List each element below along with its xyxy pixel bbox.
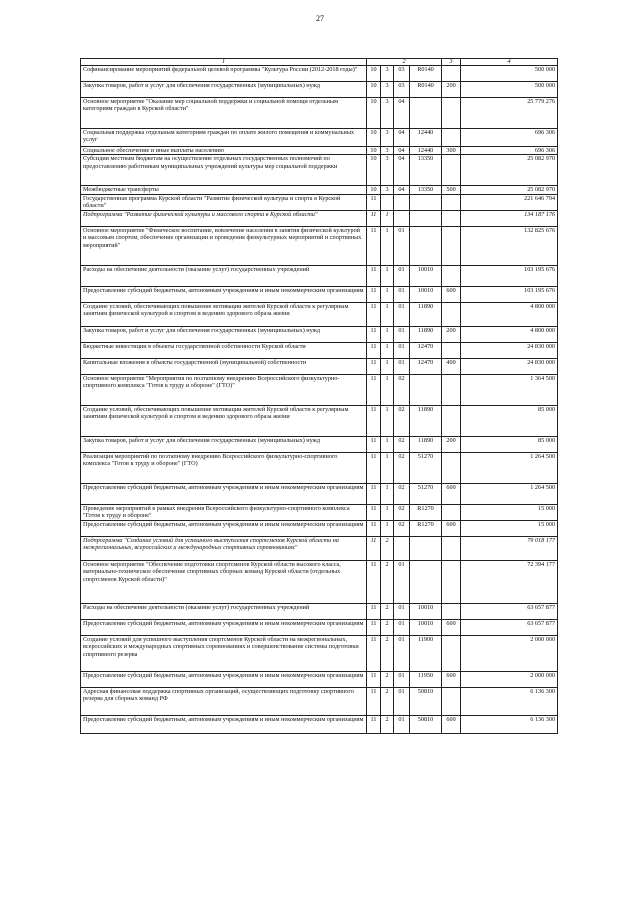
row-code-2: 2	[381, 619, 394, 635]
row-code-3: 02	[394, 405, 410, 436]
table-row	[81, 619, 558, 635]
row-name: Государственная программа Курской области "Развитие физической культуры и спорта в Курской области"	[81, 194, 367, 210]
row-amount: 85 000	[461, 436, 558, 452]
row-expense-type: 600	[442, 619, 461, 635]
row-amount: 1 264 500	[461, 452, 558, 483]
row-code-1: 11	[367, 687, 381, 715]
table-row	[81, 483, 558, 504]
row-code-3: 01	[394, 619, 410, 635]
row-code-4: 10010	[410, 619, 442, 635]
row-code-2: 3	[381, 155, 394, 186]
row-expense-type: 300	[442, 147, 461, 155]
row-name: Расходы на обеспечение деятельности (оказание услуг) государственных учреждений	[81, 603, 367, 619]
row-code-2: 1	[381, 452, 394, 483]
row-code-2: 2	[381, 715, 394, 733]
row-name: Расходы на обеспечение деятельности (оказание услуг) государственных учреждений	[81, 265, 367, 286]
header-col-codes: 2	[367, 59, 442, 66]
row-code-1: 11	[367, 619, 381, 635]
table-row	[81, 210, 558, 226]
row-amount: 25 082 970	[461, 155, 558, 186]
row-name: Субсидии местным бюджетам на осуществление отдельных государственных полномочий по предоставлению работникам муниципальных учреждений культуры мер социальной поддержки	[81, 155, 367, 186]
row-name: Подпрограмма "Развитие физической культуры и массового спорта в Курской области"	[81, 210, 367, 226]
row-code-4: 11890	[410, 302, 442, 326]
table-row	[81, 342, 558, 358]
row-name: Софинансирование мероприятий федеральной целевой программы "Культура России (2012-2018 годы)"	[81, 66, 367, 82]
row-code-2: 1	[381, 226, 394, 265]
row-code-3	[394, 536, 410, 560]
table-row	[81, 452, 558, 483]
row-code-4	[410, 210, 442, 226]
row-code-2: 3	[381, 66, 394, 82]
row-code-1: 11	[367, 342, 381, 358]
row-name: Закупка товаров, работ и услуг для обеспечения государственных (муниципальных) нужд	[81, 82, 367, 98]
row-name: Социальная поддержка отдельным категориям граждан по оплате жилого помещения и коммунальных услуг	[81, 129, 367, 147]
row-amount: 15 000	[461, 504, 558, 520]
table-row	[81, 286, 558, 302]
row-code-3: 01	[394, 265, 410, 286]
table-row	[81, 374, 558, 405]
row-code-4	[410, 194, 442, 210]
row-code-1: 11	[367, 536, 381, 560]
row-name: Бюджетные инвестиции в объекты государственной собственности Курской области	[81, 342, 367, 358]
row-code-4: 51270	[410, 452, 442, 483]
table-row	[81, 358, 558, 374]
table-row	[81, 671, 558, 687]
row-code-1: 10	[367, 155, 381, 186]
row-name: Закупка товаров, работ и услуг для обеспечения государственных (муниципальных) нужд	[81, 436, 367, 452]
row-code-3: 03	[394, 66, 410, 82]
row-code-2: 2	[381, 603, 394, 619]
row-code-2: 3	[381, 98, 394, 129]
row-code-4: 10010	[410, 603, 442, 619]
row-name: Создание условий, обеспечивающих повышение мотивации жителей Курской области к регулярным занятиям физической культурой и спортом и ведению здорового образа жизни	[81, 405, 367, 436]
row-code-3	[394, 210, 410, 226]
row-code-2: 1	[381, 520, 394, 536]
row-code-2: 1	[381, 358, 394, 374]
row-code-4: 13350	[410, 186, 442, 194]
row-name: Создание условий для успешного выступления спортсменов Курской области на межрегиональных, всероссийских и международных спортивных соревнованиях и совершенствование системы подготовки спортивного резерва	[81, 635, 367, 671]
row-code-3: 01	[394, 326, 410, 342]
row-code-3: 01	[394, 687, 410, 715]
row-code-4	[410, 560, 442, 603]
row-code-4: 13350	[410, 155, 442, 186]
row-code-1: 11	[367, 671, 381, 687]
row-code-4: 50810	[410, 715, 442, 733]
table-row	[81, 560, 558, 603]
row-amount: 24 830 000	[461, 342, 558, 358]
row-code-3: 02	[394, 436, 410, 452]
row-code-4: 12440	[410, 147, 442, 155]
row-code-2: 1	[381, 210, 394, 226]
row-code-2: 1	[381, 504, 394, 520]
table-row	[81, 405, 558, 436]
table-row	[81, 98, 558, 129]
row-code-3: 01	[394, 635, 410, 671]
row-code-1: 11	[367, 483, 381, 504]
row-code-1: 11	[367, 603, 381, 619]
table-row	[81, 82, 558, 98]
row-amount: 6 136 300	[461, 715, 558, 733]
row-code-3: 04	[394, 129, 410, 147]
row-code-3: 04	[394, 147, 410, 155]
row-code-2: 2	[381, 671, 394, 687]
row-code-1: 10	[367, 82, 381, 98]
row-expense-type	[442, 504, 461, 520]
header-col-amount: 4	[461, 59, 558, 66]
row-amount: 25 779 276	[461, 98, 558, 129]
table-row	[81, 715, 558, 733]
table-row	[81, 603, 558, 619]
row-code-2: 3	[381, 129, 394, 147]
row-expense-type: 600	[442, 520, 461, 536]
row-code-1: 11	[367, 405, 381, 436]
row-amount: 85 000	[461, 405, 558, 436]
row-expense-type	[442, 129, 461, 147]
row-expense-type	[442, 374, 461, 405]
row-amount: 103 195 676	[461, 286, 558, 302]
row-amount: 2 000 000	[461, 635, 558, 671]
row-expense-type: 500	[442, 186, 461, 194]
row-name: Основное мероприятие "Оказание мер социальной поддержки и социальной помощи отдельным категориям граждан в Курской области"	[81, 98, 367, 129]
table-row	[81, 129, 558, 147]
row-name: Предоставление субсидий бюджетным, автономным учреждениям и иным некоммерческим организациям	[81, 520, 367, 536]
row-amount: 72 394 177	[461, 560, 558, 603]
row-code-2: 1	[381, 342, 394, 358]
row-code-4	[410, 226, 442, 265]
row-code-3: 01	[394, 358, 410, 374]
row-expense-type	[442, 687, 461, 715]
row-code-1: 11	[367, 326, 381, 342]
row-code-2: 3	[381, 147, 394, 155]
row-expense-type	[442, 66, 461, 82]
row-amount: 24 830 000	[461, 358, 558, 374]
row-code-4: 12470	[410, 358, 442, 374]
row-code-2: 2	[381, 687, 394, 715]
row-code-2: 2	[381, 560, 394, 603]
row-amount: 500 000	[461, 66, 558, 82]
row-code-3: 04	[394, 186, 410, 194]
row-code-3	[394, 194, 410, 210]
row-code-2: 3	[381, 186, 394, 194]
row-name: Предоставление субсидий бюджетным, автономным учреждениям и иным некоммерческим организациям	[81, 671, 367, 687]
header-col-name: 1	[81, 59, 367, 66]
row-amount: 134 187 176	[461, 210, 558, 226]
row-name: Основное мероприятие "Физическое воспитание, вовлечение населения в занятия физической культурой и массовым спортом, обеспечение организации и проведения физкультурных мероприятий и спортивных мероприятий"	[81, 226, 367, 265]
table-row	[81, 326, 558, 342]
row-amount: 1 264 500	[461, 483, 558, 504]
row-code-3: 02	[394, 504, 410, 520]
row-name: Предоставление субсидий бюджетным, автономным учреждениям и иным некоммерческим организациям	[81, 286, 367, 302]
row-amount: 103 195 676	[461, 265, 558, 286]
row-code-3: 01	[394, 671, 410, 687]
table-row	[81, 520, 558, 536]
row-code-3: 02	[394, 483, 410, 504]
row-code-4: R1270	[410, 504, 442, 520]
row-amount: 221 646 794	[461, 194, 558, 210]
row-code-1: 10	[367, 66, 381, 82]
table-row	[81, 186, 558, 194]
table-row	[81, 194, 558, 210]
row-name: Подпрограмма "Создание условий для успешного выступления спортсменов Курской области на межрегиональных, всероссийских и международных спортивных соревнованиях"	[81, 536, 367, 560]
row-code-1: 11	[367, 715, 381, 733]
row-name: Межбюджетные трансферты	[81, 186, 367, 194]
row-expense-type	[442, 210, 461, 226]
row-amount: 132 825 676	[461, 226, 558, 265]
row-code-2: 3	[381, 82, 394, 98]
row-amount: 6 136 300	[461, 687, 558, 715]
row-code-1: 10	[367, 186, 381, 194]
row-code-3: 04	[394, 98, 410, 129]
row-expense-type: 600	[442, 715, 461, 733]
row-name: Предоставление субсидий бюджетным, автономным учреждениям и иным некоммерческим организациям	[81, 619, 367, 635]
row-name: Предоставление субсидий бюджетным, автономным учреждениям и иным некоммерческим организациям	[81, 715, 367, 733]
row-amount: 696 306	[461, 129, 558, 147]
row-code-1: 11	[367, 265, 381, 286]
row-expense-type	[442, 405, 461, 436]
row-code-4: 51270	[410, 483, 442, 504]
row-code-4: 12470	[410, 342, 442, 358]
row-amount: 63 657 877	[461, 619, 558, 635]
row-code-4: R1270	[410, 520, 442, 536]
row-expense-type: 600	[442, 671, 461, 687]
row-code-1: 11	[367, 374, 381, 405]
row-code-3: 02	[394, 452, 410, 483]
table-row	[81, 155, 558, 186]
row-code-3: 01	[394, 226, 410, 265]
row-code-3: 01	[394, 342, 410, 358]
row-code-4: R0140	[410, 82, 442, 98]
row-expense-type: 600	[442, 483, 461, 504]
row-code-4: 11890	[410, 436, 442, 452]
row-code-4: 10010	[410, 286, 442, 302]
row-amount: 500 000	[461, 82, 558, 98]
row-code-4	[410, 98, 442, 129]
row-expense-type	[442, 536, 461, 560]
row-amount: 4 800 000	[461, 326, 558, 342]
table-row	[81, 687, 558, 715]
row-code-1: 11	[367, 635, 381, 671]
row-expense-type: 200	[442, 436, 461, 452]
row-code-1: 10	[367, 129, 381, 147]
row-code-3: 01	[394, 715, 410, 733]
row-code-2: 1	[381, 265, 394, 286]
row-amount: 4 800 000	[461, 302, 558, 326]
row-amount: 63 657 877	[461, 603, 558, 619]
row-code-1: 11	[367, 226, 381, 265]
row-expense-type	[442, 265, 461, 286]
row-code-2: 2	[381, 536, 394, 560]
row-code-1: 11	[367, 436, 381, 452]
row-expense-type	[442, 194, 461, 210]
row-expense-type	[442, 560, 461, 603]
row-name: Создание условий, обеспечивающих повышение мотивации жителей Курской области к регулярным занятиям физической культурой и спортом и ведению здорового образа жизни	[81, 302, 367, 326]
table-row	[81, 66, 558, 82]
row-expense-type: 200	[442, 82, 461, 98]
row-amount: 79 018 177	[461, 536, 558, 560]
row-code-4: R0140	[410, 66, 442, 82]
row-name: Предоставление субсидий бюджетным, автономным учреждениям и иным некоммерческим организациям	[81, 483, 367, 504]
row-name: Основное мероприятие "Обеспечение подготовки спортсменов Курской области высокого класса, материально-техническое обеспечение спортивных сборных команд Курской области (отдельных спортсменов Курской области)"	[81, 560, 367, 603]
row-expense-type	[442, 98, 461, 129]
row-code-1: 11	[367, 194, 381, 210]
table-row	[81, 536, 558, 560]
row-name: Реализация мероприятий по поэтапному внедрению Всероссийского физкультурно-спортивного комплекса "Готов к труду и обороне" (ГТО)	[81, 452, 367, 483]
row-expense-type: 600	[442, 286, 461, 302]
row-expense-type	[442, 603, 461, 619]
row-expense-type	[442, 155, 461, 186]
row-code-3: 01	[394, 560, 410, 603]
row-code-4: 11890	[410, 326, 442, 342]
header-col-type: 3	[442, 59, 461, 66]
row-code-1: 10	[367, 98, 381, 129]
row-code-2: 1	[381, 405, 394, 436]
row-code-4: 12440	[410, 129, 442, 147]
row-name: Закупка товаров, работ и услуг для обеспечения государственных (муниципальных) нужд	[81, 326, 367, 342]
row-name: Проведение мероприятий в рамках внедрения Всероссийского физкультурно-спортивного комплекса "Готов к труду и обороне"	[81, 504, 367, 520]
row-amount: 696 306	[461, 147, 558, 155]
row-code-1: 11	[367, 452, 381, 483]
header-row	[81, 59, 558, 66]
table-body	[81, 66, 558, 734]
row-name: Социальное обеспечение и иные выплаты населению	[81, 147, 367, 155]
row-code-2	[381, 194, 394, 210]
row-code-4: 10010	[410, 265, 442, 286]
row-code-2: 1	[381, 483, 394, 504]
row-name: Адресная финансовая поддержка спортивных организаций, осуществляющих подготовку спортивного резерва для сборных команд РФ	[81, 687, 367, 715]
table-row	[81, 635, 558, 671]
row-code-2: 1	[381, 286, 394, 302]
table-row	[81, 147, 558, 155]
row-code-1: 11	[367, 210, 381, 226]
row-code-3: 03	[394, 82, 410, 98]
row-expense-type: 400	[442, 358, 461, 374]
row-code-1: 11	[367, 520, 381, 536]
row-code-4	[410, 374, 442, 405]
row-expense-type	[442, 452, 461, 483]
budget-table	[80, 58, 558, 734]
row-amount: 15 000	[461, 520, 558, 536]
row-amount: 2 000 000	[461, 671, 558, 687]
row-expense-type	[442, 302, 461, 326]
row-code-2: 1	[381, 436, 394, 452]
row-name: Основное мероприятие "Мероприятия по поэтапному внедрению Всероссийского физкультурно-спортивного комплекса "Готов к труду и обороне" (ГТО)"	[81, 374, 367, 405]
row-code-4: 11890	[410, 405, 442, 436]
row-expense-type: 200	[442, 326, 461, 342]
page-number: 27	[316, 14, 324, 23]
row-code-3: 04	[394, 155, 410, 186]
row-amount: 25 082 970	[461, 186, 558, 194]
row-code-4: 11900	[410, 635, 442, 671]
row-name: Капитальные вложения в объекты государственной (муниципальной) собственности	[81, 358, 367, 374]
row-code-3: 02	[394, 520, 410, 536]
row-code-4	[410, 536, 442, 560]
table-row	[81, 436, 558, 452]
row-code-1: 10	[367, 147, 381, 155]
row-expense-type	[442, 226, 461, 265]
row-code-1: 11	[367, 358, 381, 374]
row-code-3: 01	[394, 603, 410, 619]
row-code-1: 11	[367, 560, 381, 603]
row-code-1: 11	[367, 302, 381, 326]
table-row	[81, 226, 558, 265]
row-code-2: 1	[381, 374, 394, 405]
table-row	[81, 504, 558, 520]
table-row	[81, 265, 558, 286]
row-code-2: 2	[381, 635, 394, 671]
table-row	[81, 302, 558, 326]
row-code-4: 11950	[410, 671, 442, 687]
row-code-4: 50810	[410, 687, 442, 715]
row-code-1: 11	[367, 286, 381, 302]
row-code-3: 01	[394, 286, 410, 302]
row-code-1: 11	[367, 504, 381, 520]
row-code-2: 1	[381, 326, 394, 342]
row-code-2: 1	[381, 302, 394, 326]
row-expense-type	[442, 635, 461, 671]
row-code-3: 02	[394, 374, 410, 405]
row-expense-type	[442, 342, 461, 358]
row-amount: 1 364 500	[461, 374, 558, 405]
row-code-3: 01	[394, 302, 410, 326]
